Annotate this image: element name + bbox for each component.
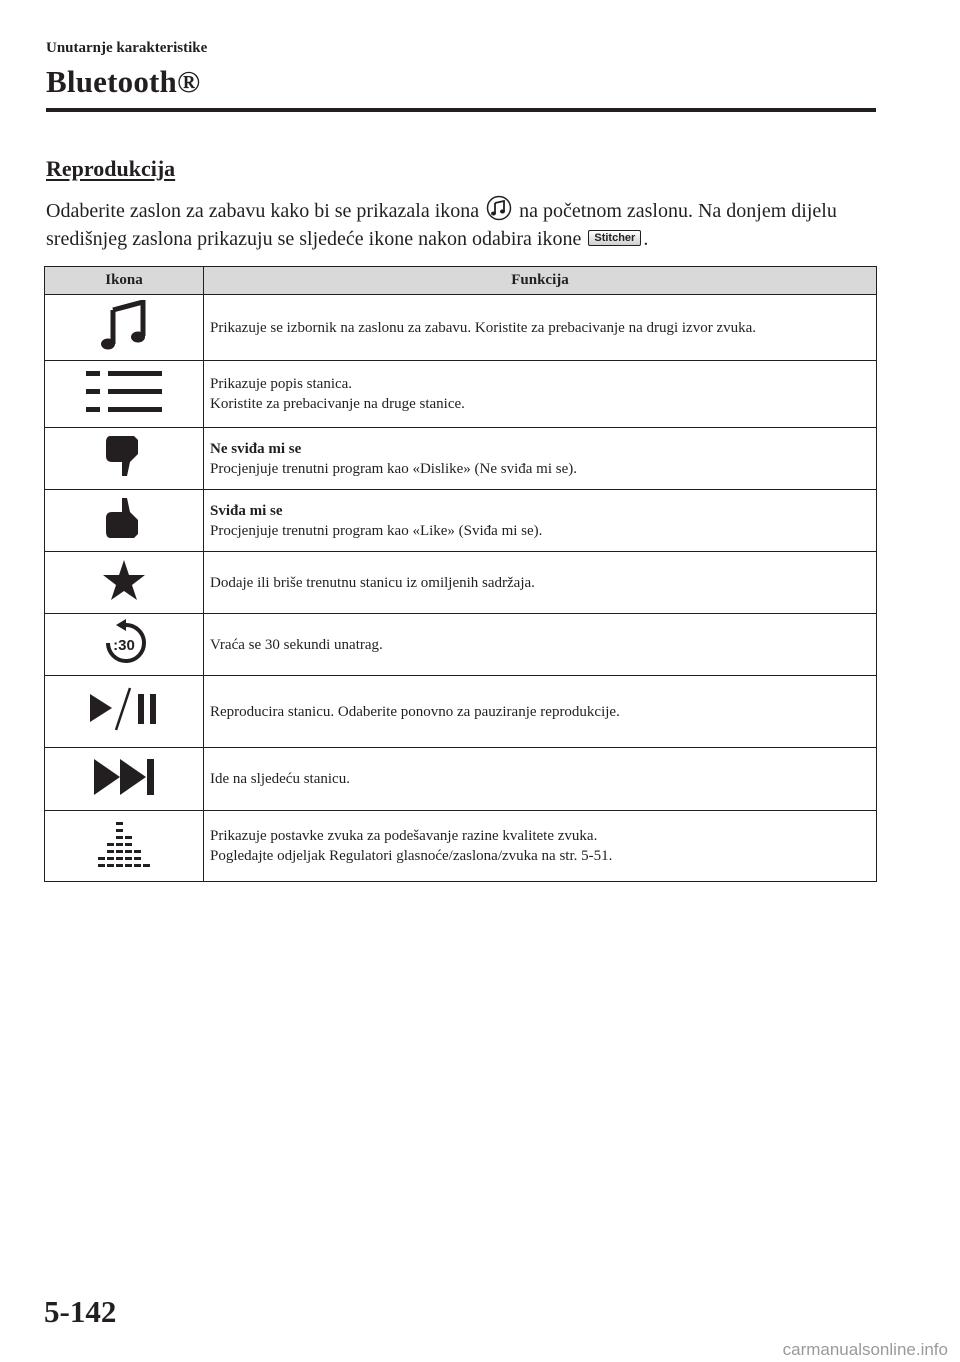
description-title: Sviđa mi se bbox=[210, 502, 283, 519]
thumbs-down-icon bbox=[104, 434, 144, 478]
page-title: Bluetooth® bbox=[46, 64, 201, 99]
table-row bbox=[45, 811, 877, 882]
title-divider bbox=[46, 108, 876, 112]
table-row bbox=[45, 552, 877, 614]
column-header-icon: Ikona bbox=[45, 267, 204, 295]
description-line: Procjenjuje trenutni program kao «Like» (Sviđa mi se). bbox=[210, 522, 543, 539]
description-title: Ne sviđa mi se bbox=[210, 440, 302, 457]
description-line: Prikazuje se izbornik na zaslonu za zabavu. Koristite za prebacivanje na drugi izvor zvuka. bbox=[210, 319, 757, 336]
icon-cell bbox=[45, 295, 204, 361]
icon-cell bbox=[45, 676, 204, 748]
description-line: Reproducira stanicu. Odaberite ponovno za pauziranje reprodukcije. bbox=[210, 703, 620, 720]
icon-cell bbox=[45, 428, 204, 490]
description-cell bbox=[204, 552, 877, 614]
description-cell bbox=[204, 614, 877, 676]
icon-cell bbox=[45, 811, 204, 882]
table-row bbox=[45, 428, 877, 490]
table-row bbox=[45, 490, 877, 552]
svg-text::30: :30 bbox=[113, 637, 135, 654]
description-cell bbox=[204, 676, 877, 748]
equalizer-icon bbox=[96, 820, 152, 868]
music-note-circle-icon bbox=[486, 195, 512, 221]
description-line: Prikazuje postavke zvuka za podešavanje razine kvalitete zvuka. bbox=[210, 828, 598, 844]
description-line: Ide na sljedeću stanicu. bbox=[210, 771, 350, 787]
icon-cell bbox=[45, 361, 204, 428]
intro-end: . bbox=[643, 228, 649, 250]
music-note-icon bbox=[99, 300, 149, 350]
table-row bbox=[45, 748, 877, 811]
page-number: 5-142 bbox=[44, 1294, 117, 1329]
list-icon bbox=[84, 369, 164, 415]
table-row bbox=[45, 361, 877, 428]
skip-next-icon bbox=[92, 757, 156, 797]
icon-cell bbox=[45, 748, 204, 811]
description-cell bbox=[204, 748, 877, 811]
table-header-row bbox=[45, 267, 877, 295]
star-icon bbox=[102, 559, 146, 601]
watermark: carmanualsonline.info bbox=[782, 1340, 948, 1359]
description-line: Procjenjuje trenutni program kao «Dislike» (Ne sviđa mi se). bbox=[210, 460, 577, 477]
intro-text-1: Odaberite zaslon za zabavu kako bi se prikazala ikona bbox=[46, 200, 480, 222]
column-header-function: Funkcija bbox=[204, 267, 877, 295]
icon-function-table bbox=[44, 266, 877, 882]
table-row bbox=[45, 676, 877, 748]
section-label: Unutarnje karakteristike bbox=[46, 40, 208, 56]
play-pause-icon bbox=[88, 686, 160, 732]
description-line: Dodaje ili briše trenutnu stanicu iz omiljenih sadržaja. bbox=[210, 574, 535, 591]
intro-paragraph bbox=[46, 195, 886, 253]
description-cell bbox=[204, 811, 877, 882]
sub-heading: Reprodukcija bbox=[46, 156, 176, 181]
description-line: Prikazuje popis stanica. bbox=[210, 376, 353, 392]
icon-cell bbox=[45, 614, 204, 676]
table-row bbox=[45, 295, 877, 361]
description-cell bbox=[204, 295, 877, 361]
description-cell bbox=[204, 428, 877, 490]
description-line: Pogledajte odjeljak Regulatori glasnoće/zaslona/zvuka na str. 5-51. bbox=[210, 848, 613, 864]
icon-cell bbox=[45, 490, 204, 552]
thumbs-up-icon bbox=[104, 496, 144, 540]
icon-cell bbox=[45, 552, 204, 614]
stitcher-button: Stitcher bbox=[588, 230, 641, 246]
intro-text-2: na početnom zaslonu. Na donjem dijelu središnjeg zaslona prikazuju se sljedeće ikone nakon odabira ikone bbox=[46, 200, 837, 250]
description-cell bbox=[204, 490, 877, 552]
table-row bbox=[45, 614, 877, 676]
replay-30-icon bbox=[102, 619, 146, 665]
description-line: Koristite za prebacivanje na druge stanice. bbox=[210, 396, 465, 412]
description-cell bbox=[204, 361, 877, 428]
description-line: Vraća se 30 sekundi unatrag. bbox=[210, 636, 383, 653]
